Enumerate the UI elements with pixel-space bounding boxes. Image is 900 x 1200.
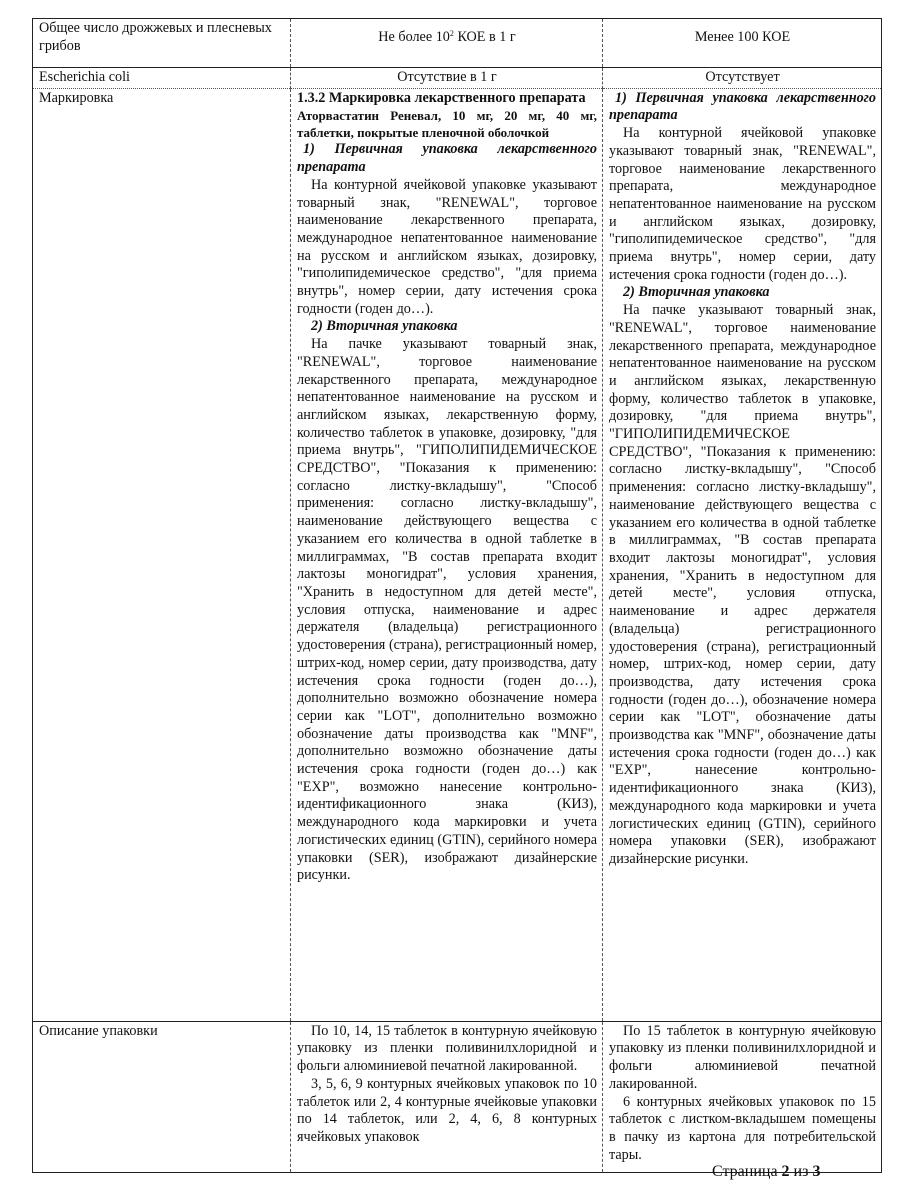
row-requirement	[291, 88, 603, 1021]
specification-table	[32, 18, 882, 1173]
secondary-packaging-heading: 2) Вторичная упаковка	[311, 318, 458, 335]
table-row-marking	[33, 88, 882, 1021]
row-label: Escherichia coli	[33, 68, 291, 89]
table-row-ecoli	[33, 68, 882, 89]
product-name: Аторвастатин Реневал, 10 мг, 20 мг, 40 мг, таблетки, покрытые пленочной оболочкой	[297, 108, 597, 141]
row-result	[603, 1021, 882, 1172]
packaging-paragraph: По 15 таблеток в контурную ячейковую упаковку из пленки поливинилхлоридной и фольги алюминиевой печатной лакированной.	[609, 1022, 876, 1092]
row-requirement: Отсутствие в 1 г	[291, 68, 603, 89]
row-label: Описание упаковки	[33, 1021, 291, 1172]
primary-packaging-heading: 1) Первичная упаковка лекарственного препарата	[297, 141, 597, 176]
packaging-paragraph: 6 контурных ячейковых упаковок по 15 таблеток с листком-вкладышем помещены в пачку из картона для потребительской тары.	[609, 1093, 876, 1163]
secondary-packaging-heading: 2) Вторичная упаковка	[623, 284, 770, 301]
row-requirement: Не более $10^2$ КОЕ в 1 г	[291, 19, 603, 68]
table-row-yeast-mold	[33, 19, 882, 68]
row-result: Менее 100 КОЕ	[603, 19, 882, 68]
packaging-paragraph: 3, 5, 6, 9 контурных ячейковых упаковок по 10 таблеток или 2, 4 контурные ячейковые упаковки по 14 таблеток, или 2, 4, 6, 8 контурных ячейковых упаковок	[297, 1075, 597, 1145]
secondary-packaging-text: На пачке указывают товарный знак, "RENEWAL", торговое наименование лекарственного препарата, международное непатентованное наименование на русском и английском языках, лекарственную форму, количество таблеток в упаковке, дозировку, "для приема внутрь", "ГИПОЛИПИДЕМИЧЕСКОЕ СРЕДСТВО", "Показания к применению: согласно листку-вкладышу", "Способ применения: согласно листку-вкладышу", наименование действующего вещества с указанием его количества в одной таблетке в миллиграммах, "В состав препарата входит лактозы моногидрат", условия хранения, "Хранить в недоступном для детей месте", условия отпуска, наименование и адрес держателя (владельца) регистрационного удостоверения (страна), регистрационный номер, штрих-код, номер серии, дату производства, дату истечения срока годности (годен до…), дополнительно возможно обозначение номера серии как "LOT", дополнительно возможно обозначение даты производства как "MNF", дополнительно возможно обозначение даты истечения срока годности (годен до…) как "EXP", возможно нанесение контрольно-идентификационного знака (КИЗ), международного кода маркировки и учета логистических единиц (GTIN), серийного номера упаковки (SER), изображают дизайнерские рисунки.	[297, 336, 597, 884]
section-title: 1.3.2 Маркировка лекарственного препарата	[297, 89, 586, 106]
primary-packaging-heading: 1) Первичная упаковка лекарственного препарата	[609, 89, 876, 124]
row-label: Маркировка	[33, 88, 291, 1021]
packaging-paragraph: По 10, 14, 15 таблеток в контурную ячейковую упаковку из пленки поливинилхлоридной и фольги алюминиевой печатной лакированной.	[297, 1022, 597, 1075]
row-result: Отсутствует	[603, 68, 882, 89]
row-result	[603, 88, 882, 1021]
secondary-packaging-text: На пачке указывают товарный знак, "RENEWAL", торговое наименование лекарственного препарата, международное непатентованное наименование на русском и английском языках, лекарственную форму, количество таблеток в упаковке, дозировку, "для приема внутрь", "ГИПОЛИПИДЕМИЧЕСКОЕ СРЕДСТВО", "Показания к применению: согласно листку-вкладышу", "Способ применения: согласно листку-вкладышу", наименование действующего вещества с указанием его количества в одной таблетке в миллиграммах, "В состав препарата входит лактозы моногидрат", условия хранения, "Хранить в недоступном для детей месте", условия отпуска, наименование и адрес держателя (владельца) регистрационного удостоверения (страна), регистрационный номер, штрих-код, номер серии, дату производства, дату истечения срока годности (годен до…), обозначение номера серии как "LOT", обозначение даты производства как "MNF", обозначение даты истечения срока годности (годен до…) как "EXP", нанесение контрольно-идентификационного знака (КИЗ), международного кода маркировки и учета логистических единиц (GTIN), серийного номера упаковки (SER), изображают дизайнерские рисунки.	[609, 302, 876, 867]
primary-packaging-text: На контурной ячейковой упаковке указывают товарный знак, "RENEWAL", торговое наименование лекарственного препарата, международное непатентованное наименование на русском и английском языках, дозировку, "гиполипидемическое средство", "для приема внутрь", номер серии, дату истечения срока годности (годен до…).	[297, 176, 597, 317]
row-requirement	[291, 1021, 603, 1172]
page-number: Страница 2 из 3	[712, 1163, 821, 1180]
primary-packaging-text: На контурной ячейковой упаковке указывают товарный знак, "RENEWAL", торговое наименование лекарственного препарата, международное непатентованное наименование на русском и английском языках, дозировку, "гиполипидемическое средство", "для приема внутрь", номер серии, дату истечения срока годности (годен до…).	[609, 125, 876, 283]
row-label: Общее число дрожжевых и плесневых грибов	[33, 19, 291, 68]
table-row-packaging-description	[33, 1021, 882, 1172]
